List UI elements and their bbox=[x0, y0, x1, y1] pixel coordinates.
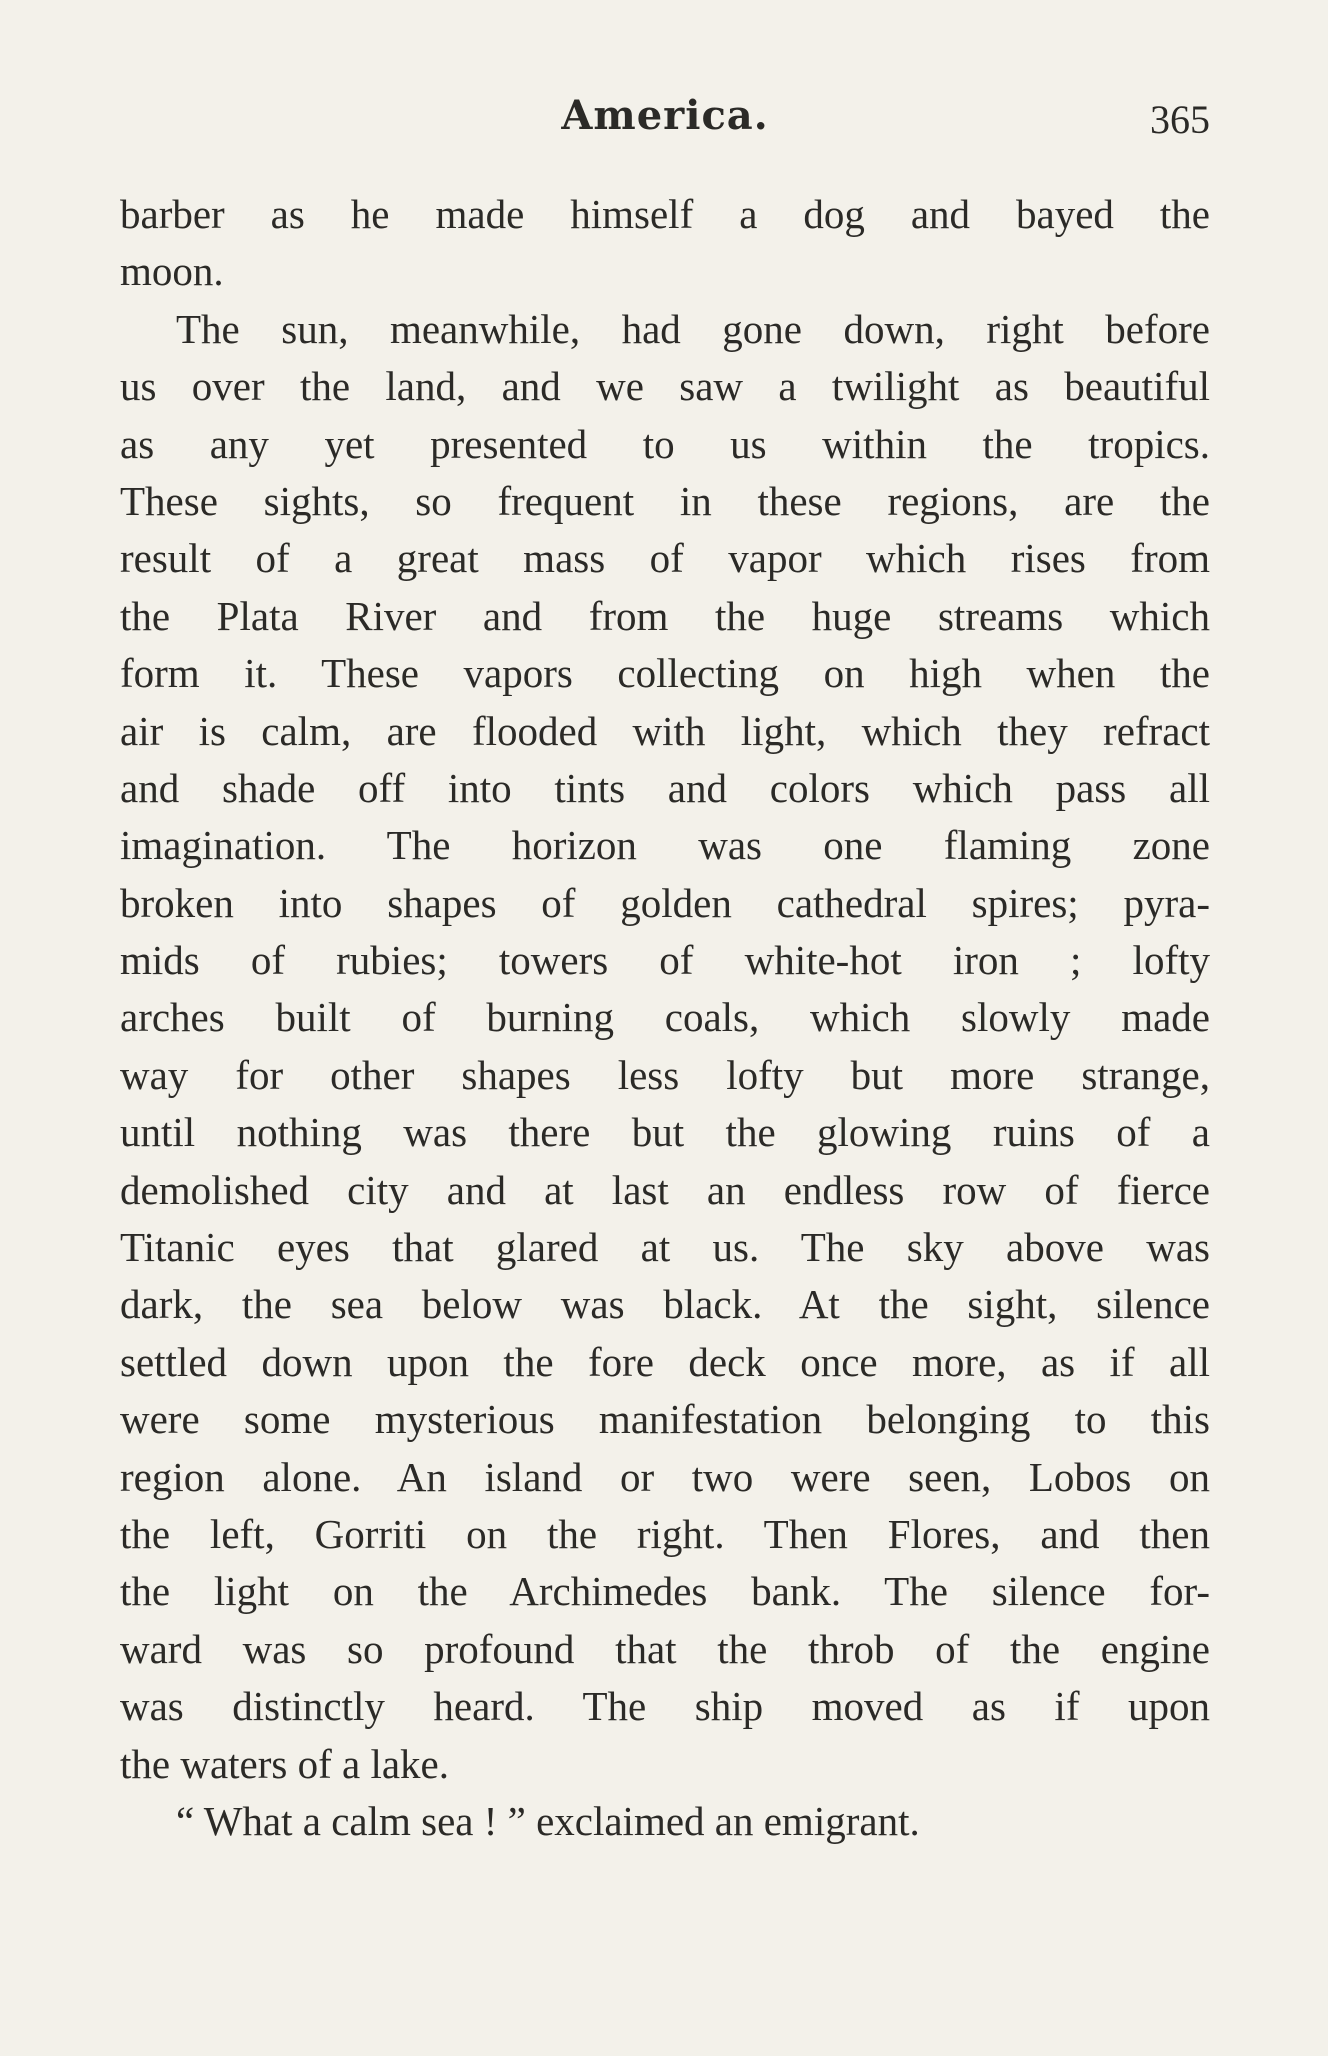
text-line: imagination. The horizon was one flaming zone bbox=[120, 822, 1210, 869]
text-line: form it. These vapors collecting on high when the bbox=[120, 650, 1210, 697]
text-line: mids of rubies; towers of white-hot iron ; lofty bbox=[120, 937, 1210, 984]
text-line: until nothing was there but the glowing ruins of a bbox=[120, 1109, 1210, 1156]
body-text bbox=[120, 186, 1210, 1850]
text-line: air is calm, are flooded with light, which they refract bbox=[120, 707, 1210, 754]
page-header bbox=[120, 92, 1210, 152]
text-line: the waters of a lake. bbox=[120, 1740, 449, 1787]
text-line: These sights, so frequent in these regions, are the bbox=[120, 477, 1210, 524]
text-line: result of a great mass of vapor which rises from bbox=[120, 535, 1210, 582]
text-line: broken into shapes of golden cathedral spires; pyra- bbox=[120, 879, 1210, 926]
text-line: Titanic eyes that glared at us. The sky above was bbox=[120, 1224, 1210, 1271]
text-line: “ What a calm sea ! ” exclaimed an emigrant. bbox=[176, 1797, 920, 1844]
text-line: the left, Gorriti on the right. Then Flores, and then bbox=[120, 1510, 1210, 1557]
text-line: moon. bbox=[120, 248, 224, 295]
text-line: as any yet presented to us within the tropics. bbox=[120, 420, 1210, 467]
running-title: America. bbox=[561, 92, 769, 139]
text-line: dark, the sea below was black. At the sight, silence bbox=[120, 1281, 1210, 1328]
text-line: the Plata River and from the huge streams which bbox=[120, 592, 1210, 639]
text-line: demolished city and at last an endless row of fierce bbox=[120, 1166, 1210, 1213]
text-line: us over the land, and we saw a twilight as beautiful bbox=[120, 363, 1210, 410]
text-line: arches built of burning coals, which slowly made bbox=[120, 994, 1210, 1041]
page-number: 365 bbox=[1150, 97, 1210, 142]
text-line: the light on the Archimedes bank. The silence for- bbox=[120, 1568, 1210, 1615]
text-line: The sun, meanwhile, had gone down, right before bbox=[176, 305, 1210, 352]
text-line: settled down upon the fore deck once more, as if all bbox=[120, 1338, 1210, 1385]
text-line: and shade off into tints and colors which pass all bbox=[120, 764, 1210, 811]
text-line: ward was so profound that the throb of the engine bbox=[120, 1625, 1210, 1672]
text-line: region alone. An island or two were seen, Lobos on bbox=[120, 1453, 1210, 1500]
text-line: were some mysterious manifestation belonging to this bbox=[120, 1396, 1210, 1443]
text-line: was distinctly heard. The ship moved as if upon bbox=[120, 1683, 1210, 1730]
text-line: barber as he made himself a dog and bayed the bbox=[120, 191, 1210, 237]
text-line: way for other shapes less lofty but more strange, bbox=[120, 1051, 1210, 1098]
